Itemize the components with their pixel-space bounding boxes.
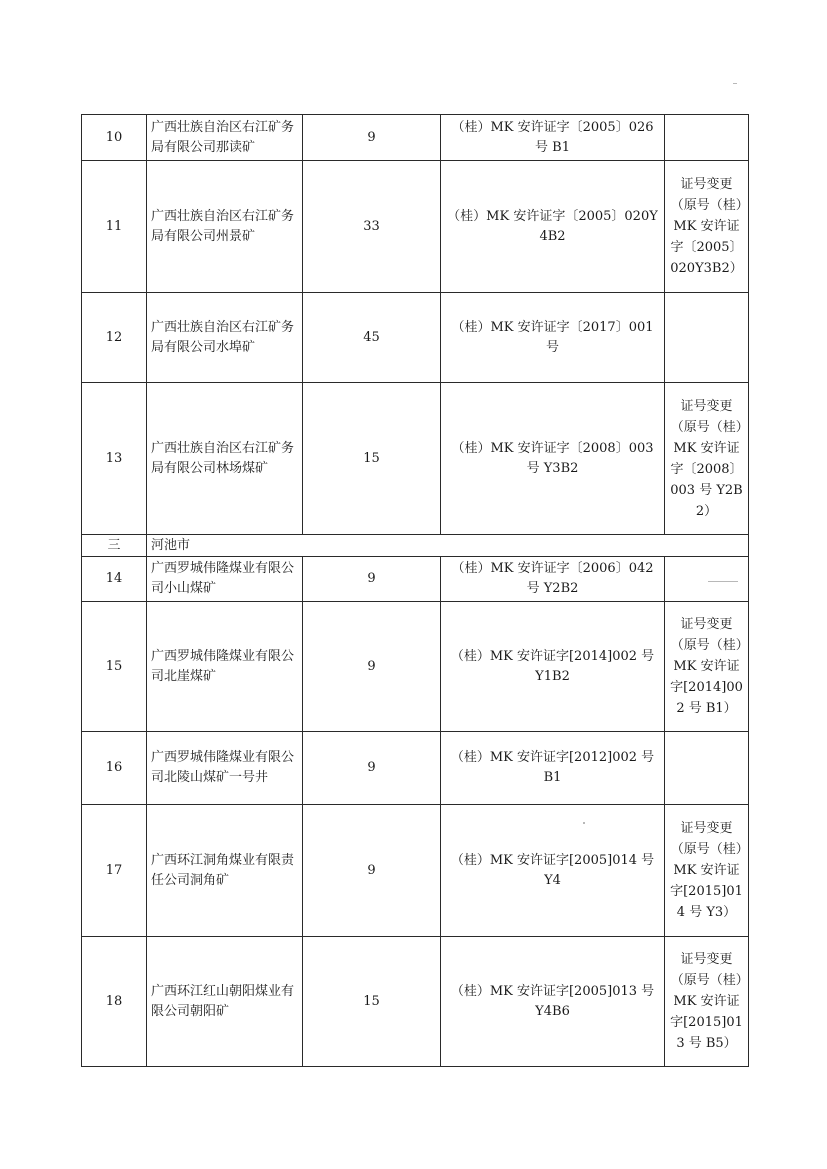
table-row [82, 805, 749, 937]
remark [665, 115, 749, 161]
capacity-value: 9 [303, 602, 441, 732]
scan-speck [733, 83, 737, 84]
mine-name: 广西壮族自治区右江矿务局有限公司州景矿 [147, 161, 303, 293]
table-row [82, 937, 749, 1067]
row-number: 12 [82, 293, 147, 383]
capacity-value: 9 [303, 115, 441, 161]
remark [665, 293, 749, 383]
remark: 证号变更（原号（桂）MK 安许证字[2015]014 号 Y3） [665, 805, 749, 937]
row-number: 14 [82, 557, 147, 602]
remark: 证号变更（原号（桂）MK 安许证字[2014]002 号 B1） [665, 602, 749, 732]
license-number: （桂）MK 安许证字〔2006〕042 号 Y2B2 [441, 557, 665, 602]
license-number: （桂）MK 安许证字[2005]014 号 Y4 [441, 805, 665, 937]
table-row [82, 293, 749, 383]
capacity-value: 15 [303, 937, 441, 1067]
license-number: （桂）MK 安许证字[2012]002 号 B1 [441, 732, 665, 805]
mine-name: 广西壮族自治区右江矿务局有限公司那读矿 [147, 115, 303, 161]
mine-name: 广西壮族自治区右江矿务局有限公司水埠矿 [147, 293, 303, 383]
license-number: （桂）MK 安许证字[2005]013 号 Y4B6 [441, 937, 665, 1067]
section-row [82, 535, 749, 557]
capacity-value: 45 [303, 293, 441, 383]
remark: 证号变更（原号（桂）MK 安许证字〔2008〕003 号 Y2B2） [665, 383, 749, 535]
safety-license-table [81, 114, 749, 1067]
license-number: （桂）MK 安许证字〔2017〕001 号 [441, 293, 665, 383]
capacity-value: 15 [303, 383, 441, 535]
table-row [82, 115, 749, 161]
row-number: 10 [82, 115, 147, 161]
row-number: 13 [82, 383, 147, 535]
table-row [82, 161, 749, 293]
row-number: 17 [82, 805, 147, 937]
capacity-value: 9 [303, 557, 441, 602]
table-row [82, 557, 749, 602]
capacity-value: 9 [303, 805, 441, 937]
table-row [82, 602, 749, 732]
license-number: （桂）MK 安许证字[2014]002 号 Y1B2 [441, 602, 665, 732]
license-number: （桂）MK 安许证字〔2008〕003 号 Y3B2 [441, 383, 665, 535]
mine-name: 广西罗城伟隆煤业有限公司北崖煤矿 [147, 602, 303, 732]
remark: 证号变更（原号（桂）MK 安许证字[2015]013 号 B5） [665, 937, 749, 1067]
mine-name: 广西环江红山朝阳煤业有限公司朝阳矿 [147, 937, 303, 1067]
mine-name: 广西壮族自治区右江矿务局有限公司林场煤矿 [147, 383, 303, 535]
scan-speck [583, 822, 585, 824]
license-number: （桂）MK 安许证字〔2005〕020Y4B2 [441, 161, 665, 293]
remark [665, 557, 749, 602]
mine-name: 广西罗城伟隆煤业有限公司北陵山煤矿一号井 [147, 732, 303, 805]
row-number: 15 [82, 602, 147, 732]
section-number: 三 [82, 535, 147, 557]
mine-name: 广西罗城伟隆煤业有限公司小山煤矿 [147, 557, 303, 602]
scan-speck [708, 581, 738, 582]
row-number: 11 [82, 161, 147, 293]
remark [665, 732, 749, 805]
mine-name: 广西环江洞角煤业有限责任公司洞角矿 [147, 805, 303, 937]
remark: 证号变更（原号（桂）MK 安许证字〔2005〕020Y3B2） [665, 161, 749, 293]
row-number: 18 [82, 937, 147, 1067]
row-number: 16 [82, 732, 147, 805]
table-row [82, 732, 749, 805]
license-number: （桂）MK 安许证字〔2005〕026 号 B1 [441, 115, 665, 161]
section-title: 河池市 [147, 535, 749, 557]
table-row [82, 383, 749, 535]
capacity-value: 9 [303, 732, 441, 805]
capacity-value: 33 [303, 161, 441, 293]
